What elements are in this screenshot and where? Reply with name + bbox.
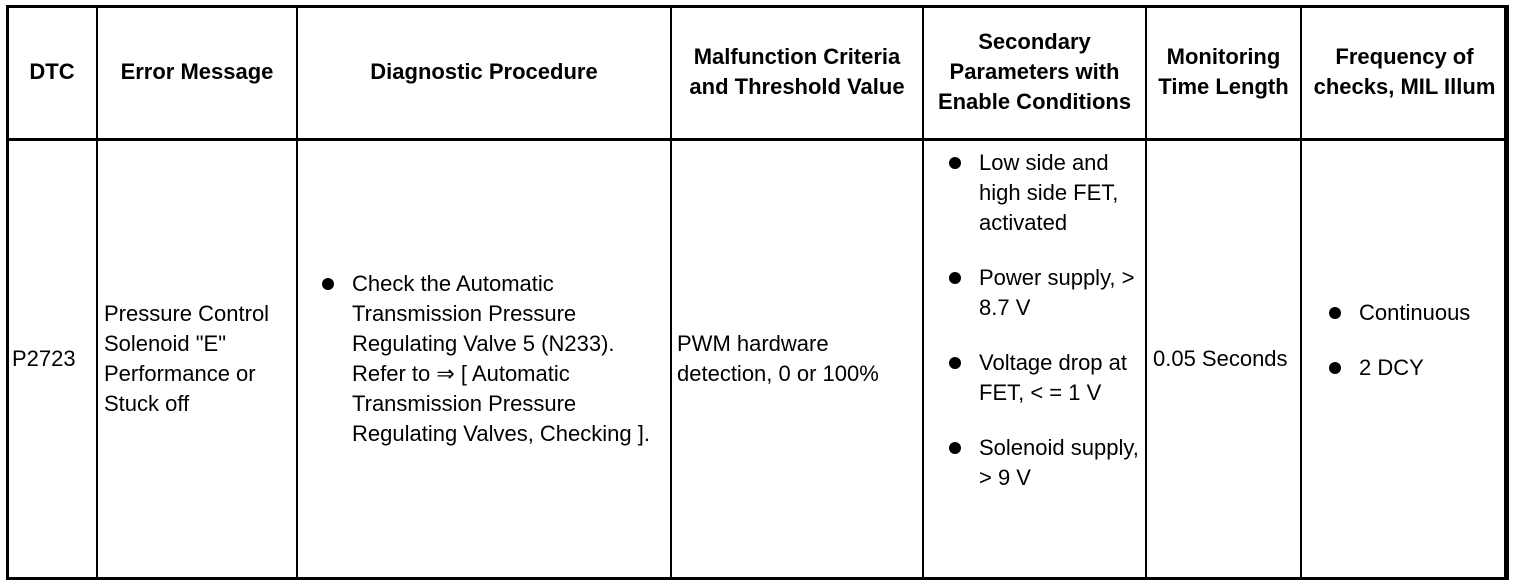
parameter-item: Solenoid supply, > 9 V bbox=[946, 433, 1141, 493]
cell-dtc: P2723 bbox=[7, 139, 97, 579]
parameter-item: Low side and high side FET, activated bbox=[946, 148, 1141, 238]
parameter-item: Power supply, > 8.7 V bbox=[946, 263, 1141, 323]
header-dtc: DTC bbox=[7, 6, 97, 139]
cell-malfunction-criteria: PWM hardware detection, 0 or 100% bbox=[671, 139, 923, 579]
header-malfunction-criteria: Malfunction Criteria and Threshold Value bbox=[671, 6, 923, 139]
header-secondary-parameters: Secondary Parameters with Enable Conditions bbox=[923, 6, 1146, 139]
frequency-item: 2 DCY bbox=[1326, 353, 1503, 383]
cell-error-message: Pressure Control Solenoid "E" Performance or Stuck off bbox=[97, 139, 297, 579]
frequency-item: Continuous bbox=[1326, 298, 1503, 328]
procedure-item: Check the Automatic Transmission Pressure Regulating Valve 5 (N233). Refer to ⇒ [ Automatic Transmission Pressure Regulating Valves, Checking ]. bbox=[319, 269, 666, 449]
header-monitoring-time: Monitoring Time Length bbox=[1146, 6, 1301, 139]
cell-monitoring-time: 0.05 Seconds bbox=[1146, 139, 1301, 579]
table-frame bbox=[6, 5, 1507, 580]
header-frequency: Frequency of checks, MIL Illum bbox=[1301, 6, 1508, 139]
header-error-message: Error Message bbox=[97, 6, 297, 139]
header-diagnostic-procedure: Diagnostic Procedure bbox=[297, 6, 671, 139]
parameter-item: Voltage drop at FET, < = 1 V bbox=[946, 348, 1141, 408]
